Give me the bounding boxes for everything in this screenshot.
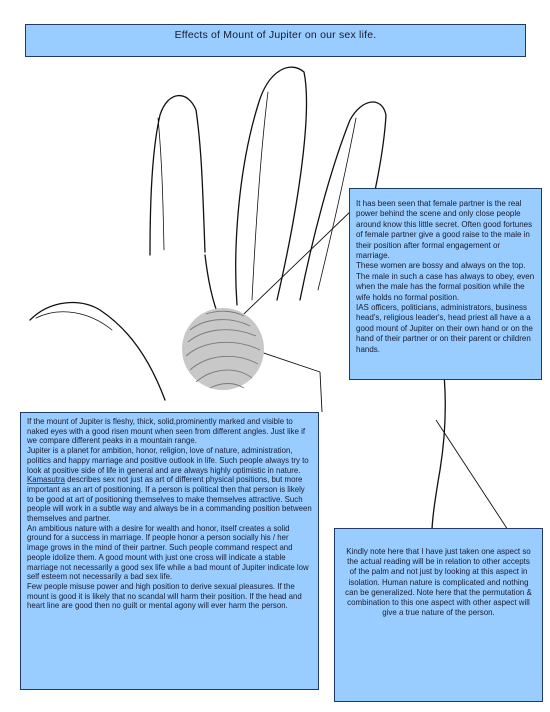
mount-of-jupiter-marker [182, 308, 264, 390]
kamasutra-word: Kamasutra [27, 475, 65, 485]
left-box-paragraph-4: An ambitious nature with a desire for wealth and honor, itself creates a solid ground for a success in marriage. If people honor a person socially his / her image grows in the mind of their partner. Such people command respect and people idolize them. A good mount with just one cross will indicate a stable marriage not necessarily a good sex life while a bad mount of Jupiter indicate low self esteem not necessarily a bad sex life. [27, 523, 309, 582]
pointer-line-note [436, 420, 508, 530]
disclaimer-note-textbox [334, 528, 543, 702]
left-box-paragraph-1: If the mount of Jupiter is fleshy, thick, solid,prominently marked and visible to naked eyes with a good risen mount when seen from different angles. Just like if we compare different peaks in a mountain range. [27, 417, 306, 446]
left-box-paragraph-2: Jupiter is a planet for ambition, honor, religion, love of nature, administration, politics and happy marriage and positive outlook in life. Such people always try to look at positive side of life in general and are always highly optimistic in nature. [27, 446, 309, 475]
thumb-outline [30, 303, 165, 400]
right-box-paragraph-3: IAS officers, politicians, administrators, business head's, religious leader's, head priest all have a a good mount of Jupiter on their own hand or on the hand of their partner or on their parent or children hands. [356, 303, 534, 354]
middle-finger-outline [236, 67, 307, 305]
left-box-paragraph-3-rest: describes sex not just as art of different physical positions, but more important as an art of positioning. If a person is political then that person is likely to be good at art of positioning themselves to make themselves attractive. Such people will work in a subtle way and always be in a commanding position between themselves and partner. [27, 475, 312, 524]
note-text: Kindly note here that I have just taken one aspect so the actual reading will be in relation to other accepts of the palm and not just by looking at this aspect in isolation. Human nature is complicated and nothing can be generalized. Note here that the permutation & combination to this one aspect with other aspect will give a true nature of the person. [345, 547, 532, 618]
left-box-paragraph-3 [27, 475, 312, 524]
right-box-paragraph-2: These women are bossy and always on the top. The male in such a case has always to obey, even when the male has the formal position while the wife holds no formal position. [356, 261, 535, 302]
jupiter-description-textbox [20, 412, 319, 690]
left-box-paragraph-5: Few people misuse power and high position to derive sexual pleasures. If the mount is good it is likely that no scandal will harm their position. If the head and heart line are good then no guilt or mental agony will ever harm the person. [27, 581, 302, 611]
title-banner [25, 24, 526, 57]
page-title: Effects of Mount of Jupiter on our sex life. [174, 29, 377, 41]
female-partner-textbox [349, 188, 542, 380]
right-box-paragraph-1: It has been seen that female partner is the real power behind the scene and only close people around know this little secret. Often good fortunes of female partner give a good raise to the male in their position after formal engagement or marriage. [356, 199, 533, 261]
